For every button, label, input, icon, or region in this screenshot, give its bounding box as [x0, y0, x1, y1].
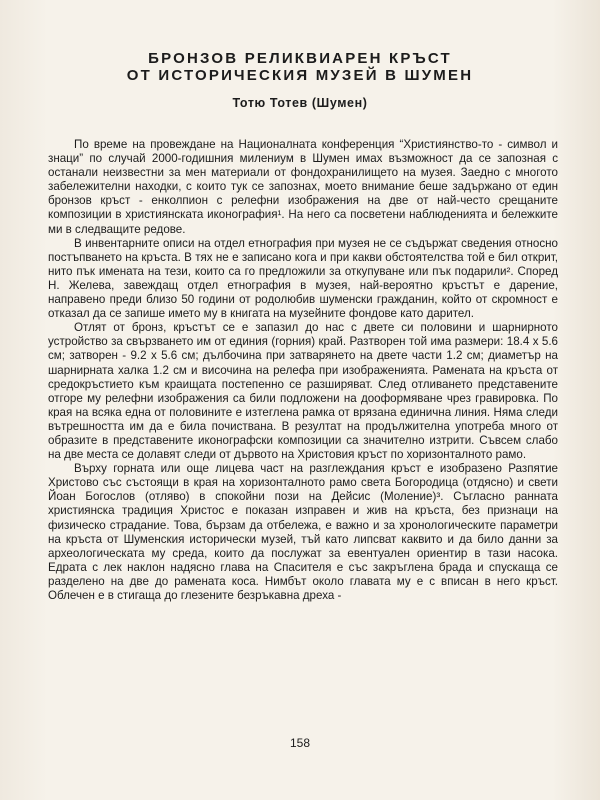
paragraph: В инвентарните описи на отдел етнография при музея не се съдържат сведения относно постъпването на кръста. В тях не е записано кога и при какви обстоятелства той е бил открит, нито пък имената на тези, които са го предложили за откупуване или пък подарили². Според Н. Желева, завеждащ отдел етнография в музея, най-вероятно кръстът е дарение, направено преди близо 50 години от родолюбив шуменски гражданин, който от скромност е отказал да се запише името му в книгата на музейните фондове като дарител. [48, 236, 558, 321]
article-body [48, 138, 558, 603]
paragraph: Върху горната или още лицева част на разглеждания кръст е изобразено Разпятие Христово със състоящи в края на хоризонталното рамо света Богородица (отдясно) и свети Йоан Богослов (отляво) в спокойни пози на Дейсис (Моление)³. Съгласно ранната християнска традиция Христос е показан изправен и жив на кръста, без признаци на физическо страдание. Това, бързам да отбележа, е важно и за хронологическите параметри на кръста от Шуменския исторически музей, тъй като липсват каквито и да било данни за археологическата му среда, които да послужат за евентуален ориентир в тази насока. Едрата с лек наклон надясно глава на Спасителя е със закръглена брада и спускаща се разделено на две до рамената коса. Нимбът около главата му е с вписан в него кръст. Облечен е в стигаща до глезените безръкавна дреха - [48, 462, 558, 602]
paragraph: Отлят от бронз, кръстът се е запазил до нас с двете си половини и шарнирното устройство за свързването им от единия (горния) край. Разтворен той има размери: 18.4 х 5.6 см; затворен - 9.2 х 5.6 см; дълбочина при затварянето на двете части 1.2 см; диаметър на шарнирната халка 1.2 см и височина на релефа при изображенията. Рамената на кръста от средокръстието към краищата постепенно се разширяват. След отливането представените отгоре му релефни изображения са били подложени на дооформяване чрез гравировка. По края на всяка една от половините е изтеглена рамка от врязана единична линия. Няма следи вътрешността им да е била почиствана. В резултат на продължителна употреба много от образите в представените иконографски композиции са значително изтрити. Съвсем слабо на две места се долавят следи от дървото на Христовия кръст по хоризонталното рамо. [48, 321, 558, 462]
title-line-2: ОТ ИСТОРИЧЕСКИЯ МУЗЕЙ В ШУМЕН [126, 67, 474, 84]
article-title [0, 50, 600, 84]
article-author: Тотю Тотев (Шумен) [232, 96, 368, 110]
title-line-1: БРОНЗОВ РЕЛИКВИАРЕН КРЪСТ [148, 50, 452, 67]
page-number: 158 [289, 736, 311, 750]
paragraph: По време на провеждане на Националната конференция “Християнство-то - символ и знаци” по случай 2000-годишния милениум в Шумен имах възможност да се запозная с останали неизвестни за мен материали от фондохранилището на музея. Заедно с многото забележителни находки, с които тук се запознах, моето внимание беше задържано от един бронзов кръст - енколпион с релефни изображения на две от най-често срещаните композиции в християнската иконография¹. На него са посветени наблюденията и бележките ми в следващите редове. [48, 138, 558, 236]
